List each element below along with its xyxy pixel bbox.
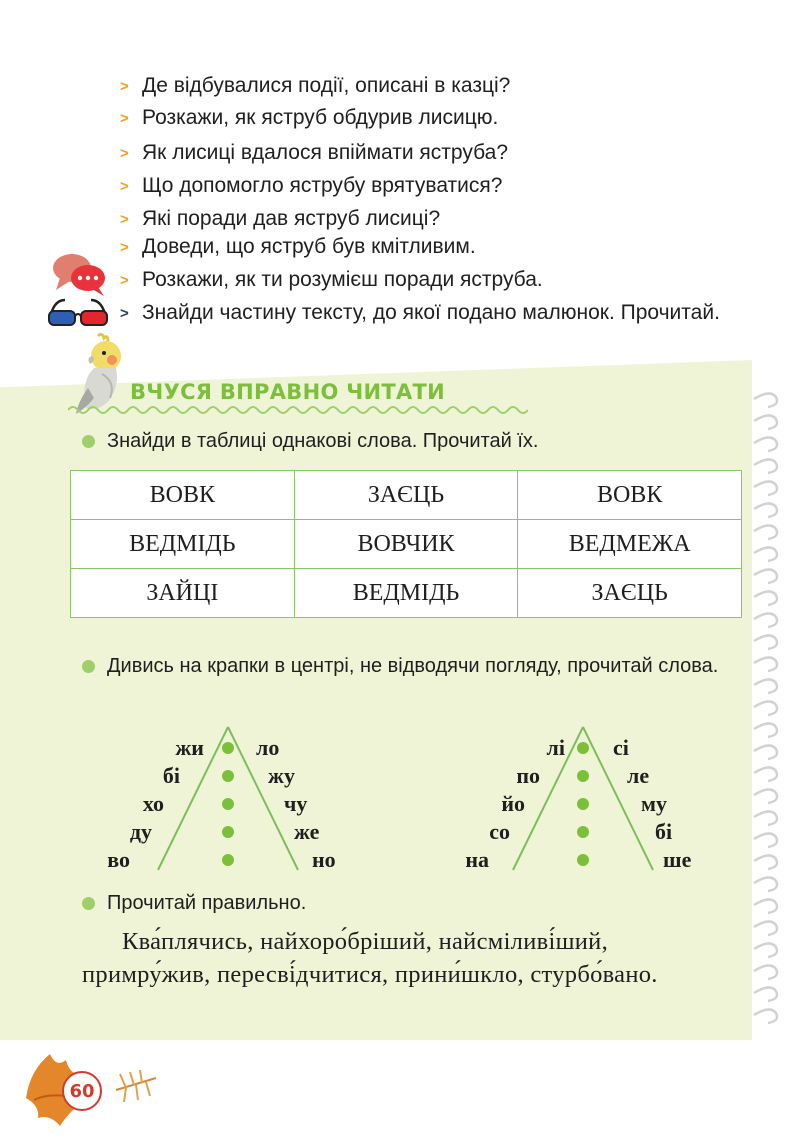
table-cell: ВЕДМІДЬ xyxy=(294,569,518,618)
spiral-loop xyxy=(754,701,777,715)
list-item: > Де відбувалися події, описані в казці? xyxy=(120,74,511,97)
list-item: > Як лисиці вдалося впіймати яструба? xyxy=(120,141,508,164)
table-cell: ВЕДМІДЬ xyxy=(71,520,295,569)
arrow-icon: > xyxy=(120,304,129,322)
syllable-left: бі xyxy=(162,763,180,788)
syllable-right: но xyxy=(312,847,336,872)
list-item: > Що допомогло яструбу врятуватися? xyxy=(120,174,503,197)
syllable-pyramid xyxy=(455,725,715,875)
spiral-loop xyxy=(754,965,777,979)
arrow-icon: > xyxy=(120,77,129,95)
arrow-icon: > xyxy=(120,210,129,228)
decorative-wave xyxy=(68,402,528,418)
syllable-left: хо xyxy=(142,791,164,816)
spiral-loop xyxy=(754,789,777,803)
syllable-left: на xyxy=(465,847,489,872)
spiral-loop xyxy=(754,767,777,781)
syllable-left: во xyxy=(107,847,130,872)
spiral-loop xyxy=(754,525,777,539)
syllable-right: жу xyxy=(268,763,295,788)
spiral-loop xyxy=(754,459,777,473)
spiral-loop xyxy=(754,679,777,693)
syllable-left: по xyxy=(516,763,540,788)
spiral-loop xyxy=(754,811,777,825)
spiral-loop xyxy=(754,899,777,913)
table-cell: ВОВК xyxy=(518,471,742,520)
spiral-loop xyxy=(754,921,777,935)
bullet-icon xyxy=(82,435,95,448)
syllable-left: йо xyxy=(501,791,525,816)
table-row xyxy=(71,471,742,520)
list-item: > Знайди частину тексту, до якої подано малюнок. Прочитай. xyxy=(120,301,720,324)
syllable-right: же xyxy=(294,819,320,844)
list-item: > Доведи, що яструб був кмітливим. xyxy=(120,235,476,258)
spiral-loop xyxy=(754,833,777,847)
syllable-pyramid xyxy=(100,725,360,875)
arrow-icon: > xyxy=(120,271,129,289)
spiral-loop xyxy=(754,393,777,407)
arrow-icon: > xyxy=(120,109,129,127)
table-cell: ЗАЄЦЬ xyxy=(518,569,742,618)
table-cell: ЗАЄЦЬ xyxy=(294,471,518,520)
reading-text: Ква́плячись, найхоро́бріший, найсміливі́ший, примру́жив, пересві́дчитися, прини́шкло, стурбо́вано. xyxy=(82,928,658,988)
syllable-right: ло xyxy=(256,735,280,760)
table-row xyxy=(71,569,742,618)
spiral-loop xyxy=(754,745,777,759)
syllable-left: лі xyxy=(546,735,565,760)
spiral-loop xyxy=(754,437,777,451)
spiral-loop xyxy=(754,503,777,517)
spiral-loop xyxy=(754,987,777,1001)
syllable-right: ле xyxy=(627,763,650,788)
spiral-loop xyxy=(754,657,777,671)
syllable-left: со xyxy=(489,819,510,844)
speech-bubbles-icon xyxy=(50,252,110,298)
table-cell: ВОВЧИК xyxy=(294,520,518,569)
task-instruction: Прочитай правильно. xyxy=(82,892,306,915)
page-number: 60 xyxy=(62,1071,102,1111)
syllable-right: ше xyxy=(663,847,692,872)
spiral-loop xyxy=(754,943,777,957)
spiral-loop xyxy=(754,855,777,869)
task-instruction: Знайди в таблиці однакові слова. Прочитай їх. xyxy=(82,430,538,453)
arrow-icon: > xyxy=(120,238,129,256)
bullet-icon xyxy=(82,897,95,910)
syllable-left: жи xyxy=(175,735,204,760)
spiral-loop xyxy=(754,877,777,891)
words-table xyxy=(70,470,742,618)
table-row xyxy=(71,520,742,569)
3d-glasses-icon xyxy=(47,296,109,328)
list-item: > Розкажи, як ти розумієш поради яструба. xyxy=(120,268,543,291)
list-item: > Які поради дав яструб лисиці? xyxy=(120,207,441,230)
spiral-loop xyxy=(754,569,777,583)
bullet-icon xyxy=(82,660,95,673)
table-cell: ЗАЙЦІ xyxy=(71,569,295,618)
spiral-loop xyxy=(754,415,777,429)
syllable-right: бі xyxy=(655,819,673,844)
syllable-right: чу xyxy=(284,791,308,816)
spiral-loop xyxy=(754,1009,777,1023)
spiral-loop xyxy=(754,547,777,561)
syllable-right: сі xyxy=(613,735,629,760)
table-cell: ВЕДМЕЖА xyxy=(518,520,742,569)
syllable-right: му xyxy=(641,791,667,816)
spiral-loop xyxy=(754,481,777,495)
syllable-left: ду xyxy=(129,819,152,844)
table-cell: ВОВК xyxy=(71,471,295,520)
arrow-icon: > xyxy=(120,177,129,195)
arrow-icon: > xyxy=(120,144,129,162)
spiral-loop xyxy=(754,613,777,627)
spiral-binding xyxy=(752,385,784,1030)
list-item: > Розкажи, як яструб обдурив лисицю. xyxy=(120,106,499,129)
spiral-loop xyxy=(754,591,777,605)
section-title: ВЧУСЯ ВПРАВНО ЧИТАТИ xyxy=(130,380,446,404)
spiral-loop xyxy=(754,635,777,649)
task-instruction: Дивись на крапки в центрі, не відводячи погляду, прочитай слова. xyxy=(82,652,742,680)
spiral-loop xyxy=(754,723,777,737)
